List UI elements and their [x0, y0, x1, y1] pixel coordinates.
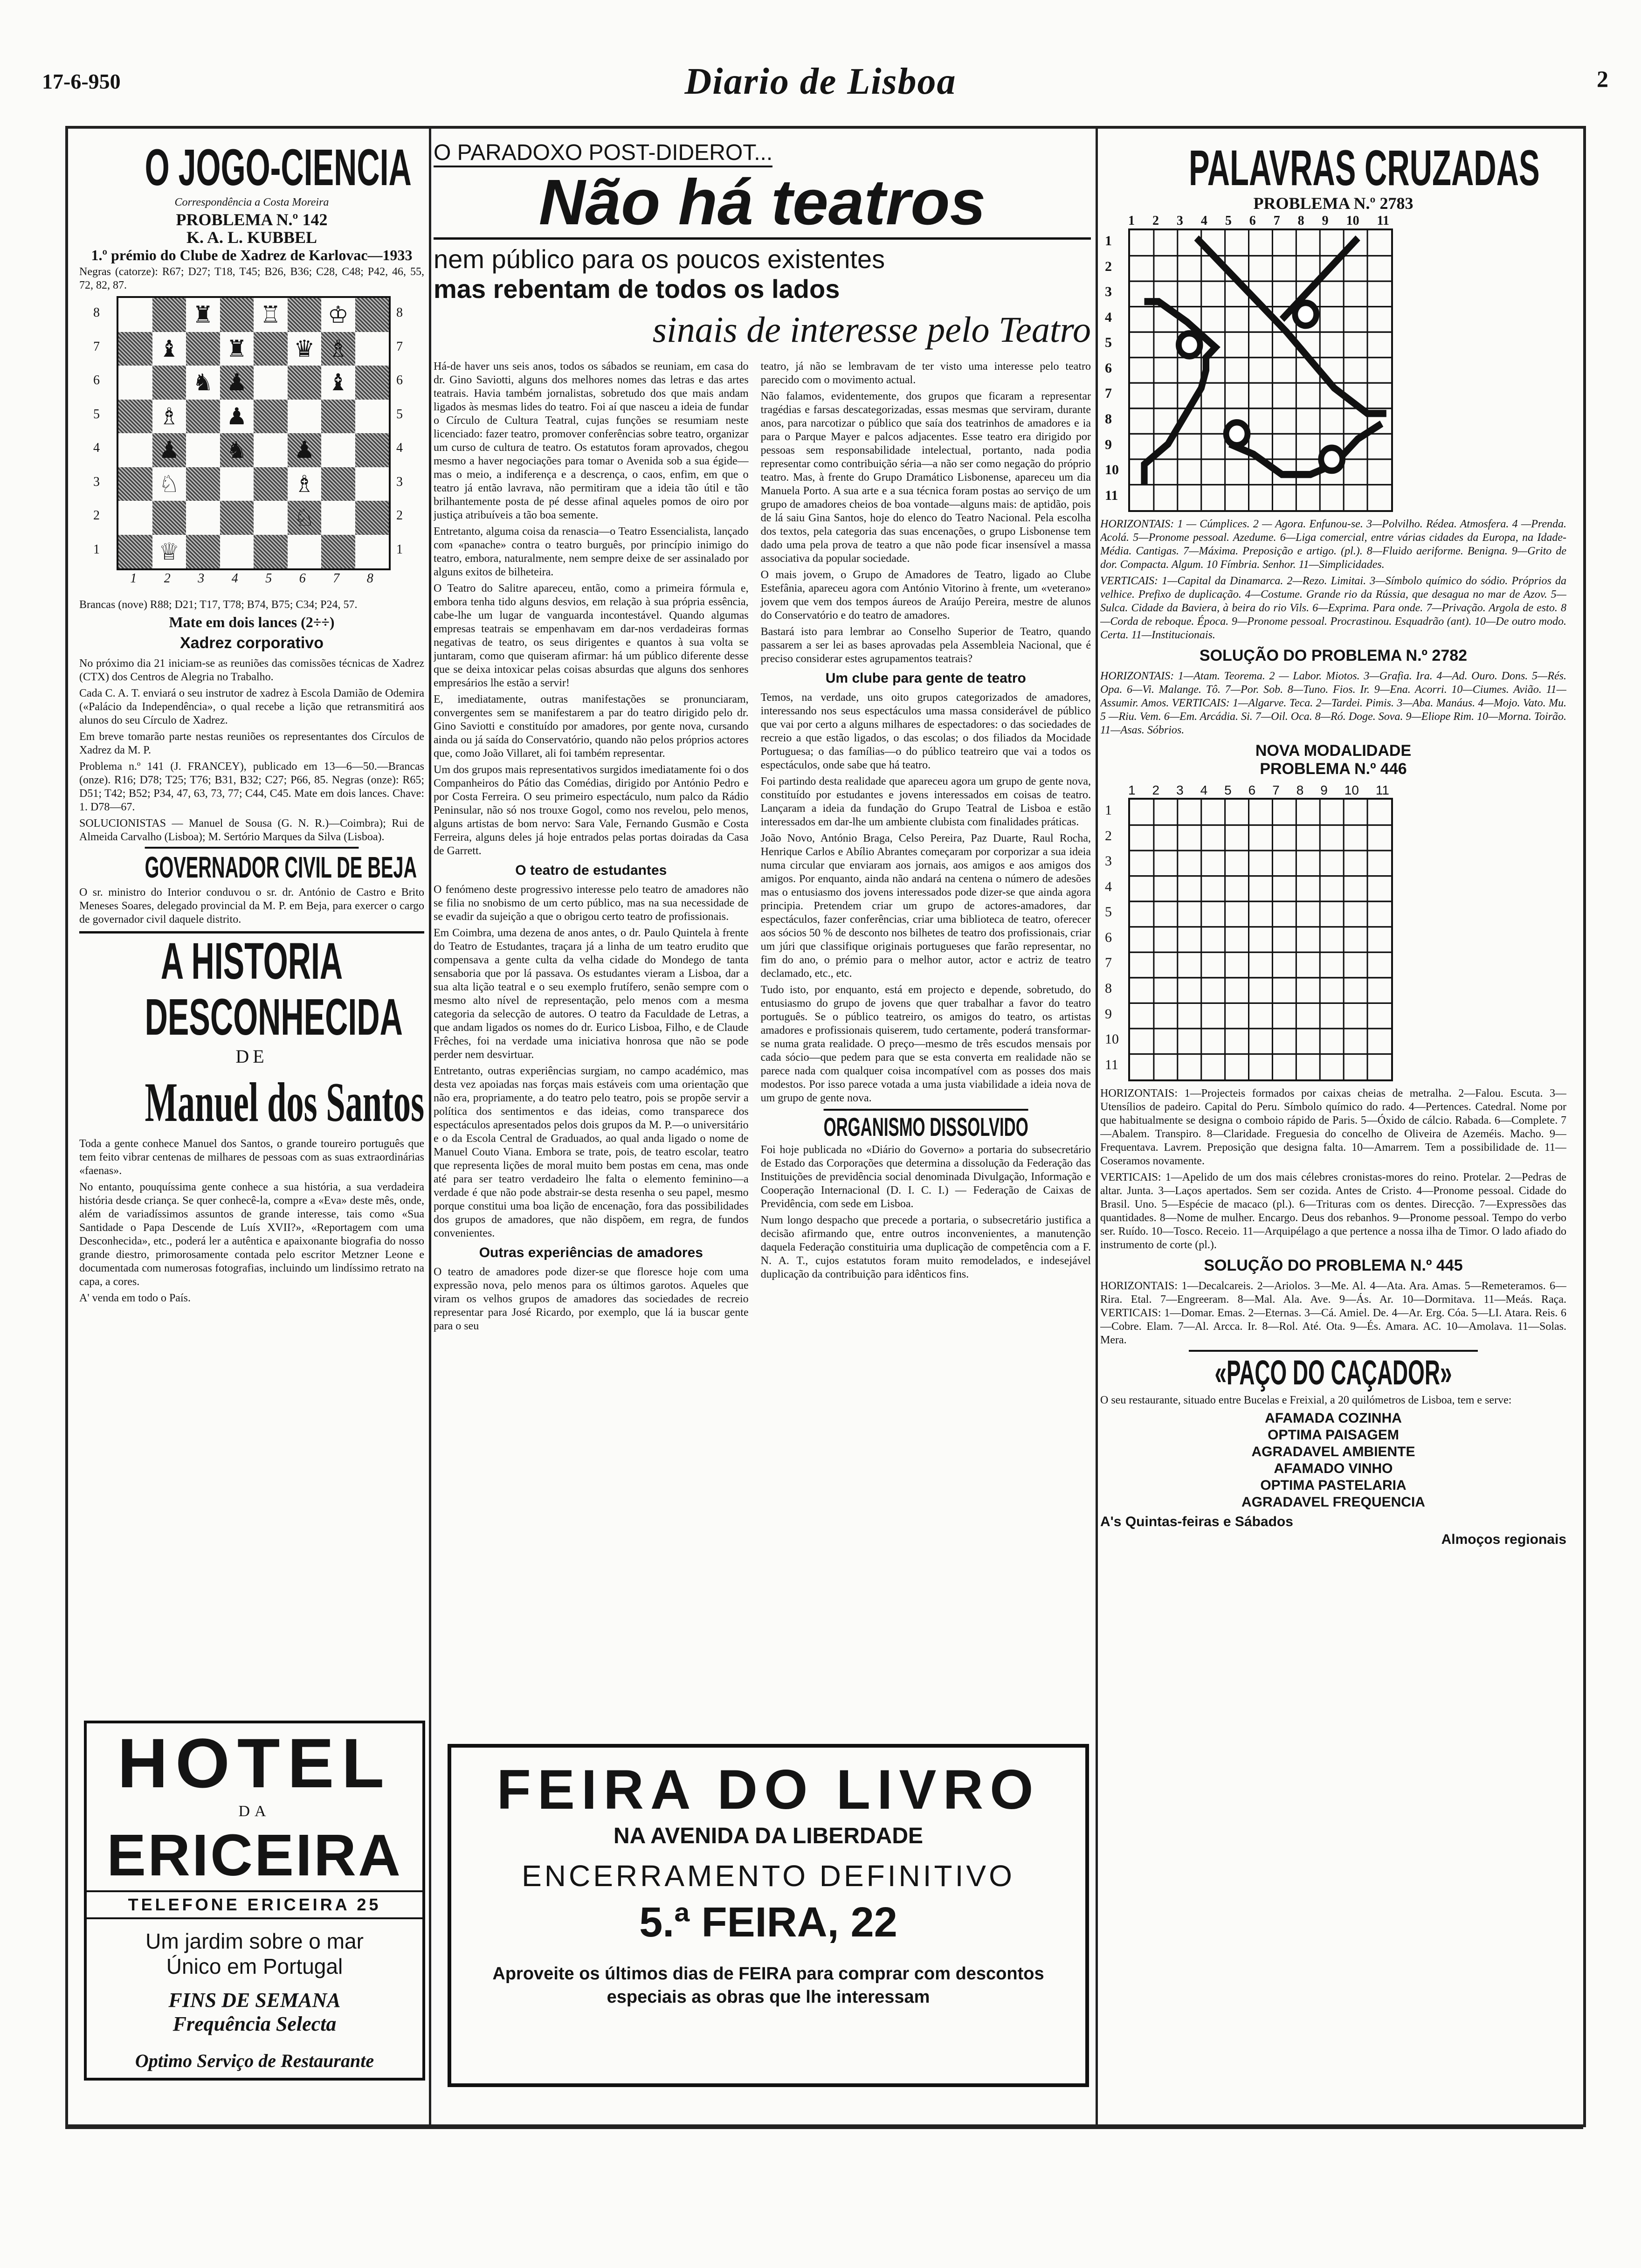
- chess-rank-label: 6: [93, 373, 100, 388]
- masthead: Diario de Lisboa: [684, 61, 957, 102]
- grid-row-number: 10: [1105, 1031, 1119, 1047]
- historia-ad: [79, 931, 424, 1305]
- historia-name: Manuel dos Santos: [145, 1071, 424, 1133]
- solution-2782-title: SOLUÇÃO DO PROBLEMA N.º 2782: [1199, 647, 1468, 664]
- chess-blacks: Negras (catorze): R67; D27; T18, T45; B26, B36; C28, C48; P42, 46, 55, 72, 82, 87.: [79, 266, 424, 291]
- chess-square: [186, 433, 220, 467]
- grid-column-number: 1: [1128, 214, 1135, 228]
- grid-column-number: 5: [1225, 214, 1232, 228]
- historia-p1: Toda a gente conhece Manuel dos Santos, o grande toureiro português que tem feito vibrar centenas de milhares de pessoas com as suas extraordinárias «faenas».: [79, 1138, 424, 1177]
- chess-board: [117, 296, 391, 570]
- article-p3: O Teatro do Salitre apareceu, então, como a primeira fórmula e, embora tenha tido alguns desvios, em relação à sua própria essência, cabe-lhe um lugar de vanguarda incontestável. Quando algumas empresas teatrais se empenhavam em dar-nos verdadeiras formas negativas de teatro, os seus dirigentes e quantos à sua volta se juntaram, como que quiseram afirmar: há um público diferente desse que se deixa intoxicar pelas coisas absurdas que alguns dos senhores empresários lhe estão a servir!: [434, 582, 749, 689]
- chess-piece: ♟: [226, 369, 248, 396]
- chess-file-label: 4: [231, 571, 238, 586]
- crossword-horizontais: HORIZONTAIS: 1 — Cúmplices. 2 — Agora. Enfunou-se. 3—Polvilho. Rédea. Atmosfera. 4 —Prenda. Acolá. 5—Pronome pessoal. Azedume. 6—Liga comercial, entre várias cidades da Europa, na Idade-Média. Cantigas. 7—Máxima. Preposição e artigo. (pl.). 8—Fluido aeriforme. Benigna. 9—Grito de dor. Compacta. Algum. 10 Fímbria. Senhor. 11—Simplicidades.: [1100, 518, 1566, 571]
- xadrez-title: Xadrez corporativo: [180, 634, 324, 652]
- chess-piece: ♘: [294, 505, 315, 531]
- hotel-line2: DA: [238, 1803, 271, 1820]
- paco-cacador-item: OPTIMA PAISAGEM: [1268, 1427, 1399, 1443]
- chess-square: [152, 433, 186, 467]
- chess-file-label: 3: [198, 571, 205, 586]
- chess-square: [118, 298, 152, 332]
- chess-prize: 1.º prémio do Clube de Xadrez de Karlovac—1933: [91, 247, 413, 263]
- grid446-grid: [1128, 798, 1393, 1081]
- grid-row-number: 11: [1105, 1057, 1118, 1072]
- grid-row-number: 10: [1105, 462, 1119, 478]
- paco-cacador-item: AGRADAVEL AMBIENTE: [1251, 1444, 1415, 1459]
- chess-rank-label: 2: [93, 508, 100, 523]
- grid-row-number: 7: [1105, 955, 1112, 971]
- grid-column-number: 1: [1128, 783, 1136, 797]
- chess-square: [288, 433, 322, 467]
- article-subhead2: Outras experiências de amadores: [479, 1245, 703, 1260]
- grid-row-number: 3: [1105, 853, 1112, 869]
- grid-column-number: 6: [1248, 783, 1256, 797]
- crossword-column: [1100, 140, 1566, 2122]
- issue-date: 17-6-950: [42, 69, 121, 93]
- article-p14: Temos, na verdade, uns oito grupos categorizados de amadores, interessando nos seus espectáculos uma massa considerável de público que vai por certo a alguns milhares de espectadores: o das sociedades de recreio a que estão ligados, o das escolas; o dos filiados da Mocidade Portuguesa; o das famílias—o do público teatreiro que vai a todos os espectáculos, onde sabe que há teatro.: [760, 691, 1091, 771]
- article-col-a: [434, 360, 749, 1336]
- chess-piece: ♝: [327, 369, 349, 396]
- chess-piece: ♟: [226, 403, 248, 429]
- grid-row-number: 5: [1105, 335, 1112, 351]
- chess-square: [254, 501, 288, 535]
- chess-author: K. A. L. KUBBEL: [186, 228, 317, 247]
- grid-column-number: 6: [1249, 214, 1256, 228]
- chess-piece: ♞: [226, 437, 248, 463]
- grid-column-number: 8: [1296, 783, 1304, 797]
- article-p4: E, imediatamente, outras manifestações se pronunciaram, convergentes sem se manifestarem a par do teatro dirigido pelo dr. Gino Saviotti e constituído por amadores, por gente nova, cursando ainda ou já saída do Conservatório, quando não pelos próprios actores que, como João Villaret, ali foi também representar.: [434, 693, 749, 760]
- article-p15: Foi partindo desta realidade que apareceu agora um grupo de gente nova, constituído por estudantes e jovens interessados em coisas de teatro. Lançaram a ideia da fundação do Grupo Teatral de Lisboa e estão interessados em dar-lhe um ambiente clubista com finalidades práticas.: [760, 775, 1091, 828]
- chess-file-label: 5: [265, 571, 272, 586]
- feira-do-livro-ad: [448, 1744, 1089, 2087]
- chess-square: [118, 433, 152, 467]
- historia-title1: A HISTORIA: [160, 933, 343, 990]
- chess-square: [355, 332, 389, 366]
- chess-piece: ♛: [294, 335, 315, 362]
- chess-square: [220, 332, 254, 366]
- grid-row-number: 11: [1105, 487, 1118, 503]
- chess-square: [254, 433, 288, 467]
- hotel-line3: ERICEIRA: [106, 1822, 403, 1888]
- chess-piece: ♗: [327, 335, 349, 362]
- teatro-article: [434, 140, 1091, 1693]
- chess-files: [117, 571, 387, 586]
- grid-column-number: 10: [1344, 783, 1359, 797]
- hotel-ericeira-ad: [84, 1721, 425, 2081]
- article-deck2: mas rebentam de todos os lados: [434, 274, 840, 304]
- grid-column-number: 11: [1375, 783, 1389, 797]
- crossword-column-numbers: [1128, 214, 1389, 228]
- chess-piece: ♟: [159, 437, 180, 463]
- article-p11: Não falamos, evidentemente, dos grupos que ficaram a representar tragédias e farsas descategorizadas, essas mesmas que serviram, durante anos, para narcotizar o público que saía dos teatrinhos de amadores e ia para o Parque Mayer e palcos adjacentes. Esse teatro era dirigido por pessoas sem responsabilidade intelectual, portanto, nada podia representar como contribuição séria—a não ser como negação do próprio teatro. Mas, à frente do Grupo Dramático Lisbonense, apareceu um dia Manuela Porto. A sua arte e a sua técnica foram postas ao serviço de um grupo de amadores cheios de boa vontade—alguns mais: de aptidão, pois de lá saiu Gina Santos, hoje do elenco do Teatro Nacional. Pela escolha dos textos, pela categoria das suas encenações, o grupo Lisbonense tem dado uma pela prova de teatro a que não pode ficar insensível a massa associativa da popular sociedade.: [760, 390, 1091, 565]
- grid-row-number: 9: [1105, 436, 1112, 452]
- chess-square: [220, 298, 254, 332]
- paco-cacador-item: OPTIMA PASTELARIA: [1260, 1478, 1407, 1493]
- chess-square: [118, 467, 152, 501]
- chess-square: [220, 501, 254, 535]
- chess-square: [118, 366, 152, 400]
- chess-square: [152, 400, 186, 434]
- chess-rank-label: 8: [93, 305, 100, 320]
- paco-cacador-title: «PAÇO DO CAÇADOR»: [1189, 1350, 1478, 1394]
- feira-line4: 5.ª FEIRA, 22: [639, 1899, 897, 1946]
- chess-rank-label: 3: [93, 474, 100, 489]
- chess-mate: Mate em dois lances (2÷÷): [169, 614, 335, 630]
- chess-square: [355, 535, 389, 569]
- article-p6: O fenómeno deste progressivo interesse pelo teatro de amadores não se filia no snobismo de um certo público, mas na sua necessidade de se evadir da sujeição a que o obrigou certo teatro de profissionais.: [434, 884, 749, 923]
- hotel-line1: HOTEL: [117, 1724, 392, 1802]
- article-p12: O mais jovem, o Grupo de Amadores de Teatro, ligado ao Clube Estefânia, apareceu agora com António Vitorino à frente, um «veterano» jovem que vem dos tempos áureos de Araújo Pereira, mestre de alunos do Conservatório e do teatro de amadores.: [760, 569, 1091, 622]
- solution-445-title: SOLUÇÃO DO PROBLEMA N.º 445: [1204, 1257, 1463, 1274]
- chess-ranks-right: [396, 296, 403, 567]
- article-body: [434, 360, 1091, 1336]
- grid-column-number: 11: [1377, 214, 1389, 228]
- grid-row-number: 1: [1105, 233, 1112, 249]
- governador-text: O sr. ministro do Interior conduvou o sr. dr. António de Castro e Brito Meneses Soares, delegado provincial da M. P. em Beja, para exercer o cargo de governador civil daquele distrito.: [79, 886, 424, 926]
- grid-column-number: 3: [1176, 214, 1183, 228]
- chess-square: [220, 400, 254, 434]
- chess-square: [355, 366, 389, 400]
- chess-square: [321, 400, 355, 434]
- chess-correspondence: Correspondência a Costa Moreira: [174, 196, 329, 208]
- nova-modalidade-title: NOVA MODALIDADE: [1255, 742, 1412, 760]
- chess-square: [355, 400, 389, 434]
- chess-piece: ♜: [226, 335, 248, 362]
- chess-square: [254, 366, 288, 400]
- chess-square: [355, 501, 389, 535]
- chess-square: [186, 501, 220, 535]
- grid-column-number: 7: [1273, 214, 1280, 228]
- grid-column-number: 4: [1200, 783, 1208, 797]
- article-p13: Bastará isto para lembrar ao Conselho Superior de Teatro, quando passarem a ser lei as bases aprovadas pela Assembleia Nacional, que é preciso considerar estes agrupamentos teatrais?: [760, 626, 1091, 665]
- grid-row-number: 8: [1105, 980, 1112, 996]
- grid-column-number: 8: [1297, 214, 1304, 228]
- crossword-diagram: [1100, 228, 1566, 518]
- chess-square: [355, 433, 389, 467]
- paco-cacador-lunch: Almoços regionais: [1441, 1532, 1566, 1547]
- solution-445-text: HORIZONTAIS: 1—Decalcareis. 2—Ariolos. 3—Me. Al. 4—Ata. Ara. Amas. 5—Remeteramos. 6—Rira. Etal. 7—Engreeram. 8—Mal. Ala. Ave. 9—Ás. Ar. 10—Dormitava. 11—Meás. Raça. VERTICAIS: 1—Domar. Emas. 2—Eternas. 3—Cá. Amiel. De. 4—Ar. Erg. Cóa. 5—LI. Atara. Reis. 6—Cobre. Elam. 7—Al. Arcca. Ir. 8—Rol. Até. Ota. 9—És. Amara. AC. 10—Amolava. 11—Solas. Mera.: [1100, 1280, 1566, 1346]
- grid-column-number: 10: [1346, 214, 1359, 228]
- article-p5: Um dos grupos mais representativos surgidos imediatamente foi o dos Companheiros do Pátio das Comédias, dirigido por António Pedro e por Costa Ferreira. O seu primeiro espectáculo, num palco da Rádio Peninsular, não só nos trouxe Gogol, como nos revelou, pelo menos, alguns artistas de bom nervo: Sara Vale, Fernando Gusmão e Costa Ferreira, alguns deles já hoje entrados pelas portas doiradas da Casa de Garrett.: [434, 764, 749, 857]
- chess-square: [220, 433, 254, 467]
- grid-row-number: 3: [1105, 284, 1112, 300]
- article-p17: Tudo isto, por enquanto, está em projecto e depende, sobretudo, do entusiasmo do grupo de jovens que quer trabalhar a favor do teatro português. Se o público teatreiro, os amigos do teatro, os artistas amadores e profissionais quiserem, tudo certamente, poderá transformar-se numa grata realidade. O preço—mesmo de três escudos mensais por cada sócio—que pedem para que se esta converta em realidade não se parece nada com qualquer coisa incompatível com as posses dos mais modestos. Por isso parece votada a uma justa viabilidade a ideia nova de um grupo de gente nova.: [760, 984, 1091, 1104]
- chess-diagram: [89, 296, 415, 595]
- chess-problem-number: PROBLEMA N.º 142: [176, 210, 328, 229]
- chess-rank-label: 7: [93, 339, 100, 354]
- grid446-diagram: [1100, 798, 1566, 1087]
- chess-square: [152, 332, 186, 366]
- xadrez-p2: Cada C. A. T. enviará o seu instrutor de xadrez à Escola Damião de Odemira («Palácio da Independência», o qual recebe a lição que retransmitirá aos alunos do seu Círculo de Xadrez.: [79, 687, 424, 726]
- chess-square: [288, 535, 322, 569]
- grid446-column-numbers: [1128, 783, 1389, 798]
- grid446-row-numbers: [1105, 798, 1124, 1078]
- xadrez-p3: Em breve tomarão parte nestas reuniões os representantes dos Círculos de Xadrez da M. P.: [79, 731, 424, 756]
- grid-row-number: 5: [1105, 904, 1112, 920]
- grid-row-number: 8: [1105, 411, 1112, 427]
- grid-column-number: 2: [1152, 783, 1160, 797]
- organismo-p2: Num longo despacho que precede a portaria, o subsecretário justifica a decisão afirmando que, entre outros inconvenientes, a manutenção daquela Federação constituiria uma duplicação de competência com a F. N. A. T., cujos estatutos foram muito remodelados, e indesejável duplicação da contribuição para idênticos fins.: [760, 1214, 1091, 1280]
- chess-piece: ♗: [294, 470, 315, 497]
- chess-column: [79, 140, 424, 1716]
- chess-square: [118, 400, 152, 434]
- xadrez-p4: Problema n.º 141 (J. FRANCEY), publicado em 13—6—50.—Brancas (onze). R16; D78; T25; T76; B31, B32; C27; P66, 85. Negras (onze): R65; D51; T42; B52; P34, 47, 63, 73, 77; C44, C45. Mate em dois lances. Chave: 1. D78—67.: [79, 761, 424, 813]
- chess-rank-label: 4: [93, 441, 100, 456]
- paco-cacador-item: AGRADAVEL FREQUENCIA: [1241, 1494, 1425, 1510]
- chess-piece: ♕: [159, 538, 180, 565]
- organismo-p1: Foi hoje publicada no «Diário do Governo» a portaria do subsecretário de Estado das Corporações que determina a dissolução da Federação das Instituições de previdência social denominada Divulgação, Informação e Cooperação Internacional (D. I. C. I.) — Federação de Caixas de Previdência, com sede em Lisboa.: [760, 1144, 1091, 1210]
- grid-row-number: 6: [1105, 360, 1112, 376]
- grid-column-number: 9: [1320, 783, 1328, 797]
- chess-square: [186, 298, 220, 332]
- article-p2: Entretanto, alguma coisa da renascia—o Teatro Essencialista, lançado com «panache» contra o teatro burguês, por princípio inimigo do teatro, embora, naturalmente, nem sempre deixe de ser assinalado por alguns exitos de bilheteira.: [434, 526, 749, 578]
- chess-rank-label: 5: [396, 407, 403, 422]
- grid-column-number: 3: [1176, 783, 1184, 797]
- chess-square: [288, 501, 322, 535]
- hotel-tag3: FINS DE SEMANA: [168, 1989, 341, 2012]
- historia-de: DE: [235, 1046, 268, 1067]
- chess-square: [152, 298, 186, 332]
- chess-square: [254, 535, 288, 569]
- chess-piece: ♗: [159, 403, 180, 429]
- chess-rank-label: 7: [396, 339, 403, 354]
- crossword-verticais: VERTICAIS: 1—Capital da Dinamarca. 2—Rezo. Limitai. 3—Símbolo químico do sódio. Próprios da velhice. Prefixo de duplicação. 4—Costume. Grande rio da Rússia, que desagua no mar de Azov. 5—Sulca. Cidade da Baviera, à beira do rio Vils. 6—Exprima. Para onde. 7—Privação. Argola de esto. 8—Corda de reboque. Época. 9—Pronome pessoal. Procrastinou. Esquadrão (ant). 10—De outro modo. Certa. 11—Institucionais.: [1100, 575, 1566, 641]
- article-kicker: O PARADOXO POST-DIDEROT...: [434, 140, 772, 167]
- chess-file-label: 8: [366, 571, 373, 586]
- chess-file-label: 6: [299, 571, 306, 586]
- article-p16: João Novo, António Braga, Celso Pereira, Paz Duarte, Raul Rocha, Henrique Carlos e Abílio Abrantes começaram por corporizar a sua ideia numa circular que enviaram aos jornais, aos amigos e aos amigos dos amigos. Por enquanto, ainda não andará na centena o número de adesões mas o entusiasmo dos jovens interessados pode dizer-se que ainda agora principia. Pretendem criar um grupo de actores-amadores, dar espectáculos, fazer conferências, criar uma biblioteca de teatro, oferecer aos sócios 50 % de desconto nos bilhetes de teatro dos profissionais, criar um júri que classifique originais portugueses que farão representar, no fim do ano, o prémio para o melhor autor, actor e actriz de teatro declamado, etc., etc.: [760, 832, 1091, 980]
- article-col-b: [761, 360, 1091, 1336]
- hotel-tag2: Único em Portugal: [166, 1954, 343, 1978]
- hotel-phone: TELEFONE ERICEIRA 25: [87, 1890, 422, 1919]
- chess-piece: ♘: [159, 470, 180, 497]
- historia-p3: A' venda em todo o País.: [79, 1292, 191, 1304]
- grid-column-number: 9: [1322, 214, 1329, 228]
- grid-column-number: 5: [1224, 783, 1232, 797]
- grid446-verticais: VERTICAIS: 1—Apelido de um dos mais célebres cronistas-mores do reino. Protelar. 2—Pedras de altar. Junta. 3—Laços apertados. Sem ser cozida. Antes de Cristo. 4—Pronome pessoal. Cidade do Brasil. Uno. 5—Espécie de macaco (pl.). 6—Trituras com os dentes. Direcção. 7—Expressões das quantidades. 8—Nome de mulher. Encargo. Deus dos rebanhos. 9—Pronome pessoal. Tempo do verbo ser. Ruído. 10—Tosco. Receio. 11—Arquipélago a que pertence a nossa ilha de Timor. O lado afiado do instrumento de corte (pl.).: [1100, 1171, 1566, 1251]
- chess-square: [288, 366, 322, 400]
- article-subhead3: Um clube para gente de teatro: [825, 671, 1026, 686]
- chess-file-label: 2: [164, 571, 171, 586]
- grid-column-number: 7: [1272, 783, 1280, 797]
- feira-line6: especiais as obras que lhe interessam: [607, 1987, 930, 2007]
- chess-square: [254, 400, 288, 434]
- chess-square: [186, 535, 220, 569]
- chess-rank-label: 2: [396, 508, 403, 523]
- column-rule-2: [1096, 126, 1098, 2126]
- crossword-title: PALAVRAS CRUZADAS: [1189, 140, 1540, 196]
- chess-square: [321, 467, 355, 501]
- chess-piece: ♟: [294, 437, 315, 463]
- feira-line5: Aproveite os últimos dias de FEIRA para comprar com descontos: [492, 1964, 1044, 1984]
- xadrez-p1: No próximo dia 21 iniciam-se as reuniões das comissões técnicas de Xadrez (CTX) dos Centros de Alegria no Trabalho.: [79, 657, 424, 683]
- paco-cacador-item: AFAMADA COZINHA: [1265, 1411, 1402, 1426]
- chess-square: [186, 366, 220, 400]
- feira-line1: FEIRA DO LIVRO: [496, 1758, 1040, 1821]
- historia-p2: No entanto, pouquíssima gente conhece a sua história, a sua verdadeira história desde criança. Se quer conhecê-la, compre a «Eva» deste mês, onde, além de variadíssimos assuntos de grande interesse, tais como «Sua Santidade o Papa Descende de Luís XVII?», «Reportagem com uma Desconhecida», etc., poderá ler a autêntica e apaixonante biografia do nosso grande diestro, primorosamente contada pelo escritor Metzner Leone e documentada com numerosas fotografias, incluindo um lindíssimo retrato na capa, a cores.: [79, 1181, 424, 1288]
- article-p9: O teatro de amadores pode dizer-se que floresce hoje com uma expressão nova, pelo menos para os últimos garotos. Aqueles que viram os velhos grupos de amadores das sociedades de recreio representar para José Ricardo, por exemplo, que lá ia buscar gente para o seu: [434, 1266, 749, 1332]
- article-p8: Entretanto, outras experiências surgiam, no campo académico, mas desta vez apoiadas nas forças mais estáveis com uma orientação que não era, propriamente, a do teatro pelo teatro, pois se propõe servir a política dos sentimentos e das ideias, como transparece dos espectáculos apresentados pelos dois grupos da M. P.—o universitário e o da Escola Central de Graduados, ao qual anda ligado o nome de Manuel Couto Viana. Embora se trate, pois, de teatro escolar, teatro que representa lições de moral muito bem postas em cena, mas onde até para ser teatro verdadeiro lhe falta o elemento feminino—a verdade é que não pode abstrair-se desta resenha o seu papel, mesmo porque constitui uma boa lição de encenação, fora das possibilidades dos grupos de amadores, que não dispõem, em regra, de fundos convenientes.: [434, 1065, 749, 1239]
- chess-rank-label: 4: [396, 441, 403, 456]
- chess-file-label: 1: [130, 571, 137, 586]
- chess-file-label: 7: [333, 571, 340, 586]
- chess-rank-label: 1: [396, 542, 403, 557]
- historia-title2: DESCONHECIDA: [145, 989, 403, 1046]
- chess-whites: Brancas (nove) R88; D21; T17, T78; B74, B75; C34; P24, 57.: [79, 599, 358, 611]
- organismo-title: ORGANISMO DISSOLVIDO: [823, 1109, 1028, 1143]
- chess-square: [152, 501, 186, 535]
- chess-square: [254, 467, 288, 501]
- chess-square: [288, 298, 322, 332]
- chess-square: [152, 366, 186, 400]
- chess-square: [254, 332, 288, 366]
- grid-row-number: 9: [1105, 1006, 1112, 1022]
- paco-cacador-items: [1100, 1410, 1566, 1511]
- chess-square: [220, 467, 254, 501]
- page-number: 2: [1597, 66, 1608, 92]
- chess-square: [118, 535, 152, 569]
- chess-ranks-left: [93, 296, 100, 567]
- grid-row-number: 4: [1105, 309, 1112, 325]
- xadrez-p5: SOLUCIONISTAS — Manuel de Sousa (G. N. R.)—Coimbra); Rui de Almeida Carvalho (Lisboa); M. Sertório Marques da Silva (Lisboa).: [79, 817, 424, 843]
- grid-row-number: 6: [1105, 929, 1112, 945]
- paco-cacador-days: A's Quintas-feiras e Sábados: [1100, 1514, 1293, 1529]
- chess-square: [152, 467, 186, 501]
- crossword-problem: PROBLEMA N.º 2783: [1253, 194, 1413, 213]
- bottom-rule: [65, 2126, 1583, 2129]
- chess-piece: ♞: [192, 369, 214, 396]
- article-headline: Não há teatros: [434, 167, 1091, 240]
- chess-square: [355, 298, 389, 332]
- grid-row-number: 2: [1105, 828, 1112, 844]
- chess-square: [355, 467, 389, 501]
- grid-row-number: 4: [1105, 878, 1112, 894]
- paco-cacador-item: AFAMADO VINHO: [1274, 1461, 1393, 1476]
- chess-square: [186, 332, 220, 366]
- chess-square: [118, 501, 152, 535]
- feira-line3: ENCERRAMENTO DEFINITIVO: [522, 1859, 1015, 1893]
- chess-square: [321, 298, 355, 332]
- solution-2782-text: HORIZONTAIS: 1—Atam. Teorema. 2 — Labor. Miotos. 3—Grafia. Ira. 4—Ad. Ouro. Dons. 5—Rés. Opa. 6—Vi. Malange. Tô. 7—Por. Sob. 8—Tuno. Fios. Ir. 9—Ena. Acorri. 10—Ciumes. Avião. 11—Assumir. Amos. VERTICAIS: 1—Algarve. Teca. 2—Tardei. Pimis. 3—Aba. Manáus. 4—Mojo. Vato. Mu. 5 —Riu. Vem. 6—Em. Arcádia. Si. 7—Oil. Oca. 8—Ró. Doge. Sova. 9—Eliope Rim. 10—Morna. Toirão. 11—Asas. Sóbrios.: [1100, 670, 1566, 736]
- article-deck3: sinais de interesse pelo Teatro: [652, 309, 1091, 350]
- column-rule-1: [429, 126, 431, 2126]
- chess-square: [321, 433, 355, 467]
- grid-row-number: 7: [1105, 386, 1112, 401]
- chess-square: [186, 467, 220, 501]
- nova-modalidade-problem: PROBLEMA N.º 446: [1260, 760, 1407, 778]
- feira-line2: NA AVENIDA DA LIBERDADE: [613, 1824, 923, 1848]
- chess-rank-label: 3: [396, 474, 403, 489]
- article-deck1: nem público para os poucos existentes: [434, 244, 885, 274]
- chess-square: [288, 467, 322, 501]
- grid446-horizontais: HORIZONTAIS: 1—Projecteis formados por caixas cheias de metralha. 2—Falou. Escuta. 3—Utensílios de padeiro. Capital do Peru. Símbolo químico do rado. 4—Pertences. Catedral. Nome por que habitualmente se designa o comboio rápido de Paris. 5—Óxido de cálcio. Rabada. 6—Complete. 7—Abalem. Transpiro. 8—Claridade. Freguesia do concelho de Oliveira de Azeméis. Macho. 9—Frequentava. Lavrem. Preposição que designa falta. 10—Amarrem. Tem a possibilidade de. 11—Coseramos novamente.: [1100, 1087, 1566, 1167]
- crossword-row-numbers: [1105, 228, 1124, 508]
- chess-piece: ♔: [327, 302, 349, 328]
- article-p7: Em Coimbra, uma dezena de anos antes, o dr. Paulo Quintela à frente do Teatro de Estudantes, traçara já a linha de um teatro erudito que compensava a gente culta da velha cidade do Mondego de tanta sensaboria que por lá passava. Os estudantes vieram a Lisboa, dar a sua alta lição teatral e o seu exemplo frutífero, senão sempre com o mesmo alto nível de representação, pelo menos com a mesma categoria da selecção de autores. O teatro da Faculdade de Letras, a que andam ligados os nomes do dr. Eurico Lisboa, Filho, e de Claude Frêches, foi na verdade uma iniciativa honrosa que não se pode perder nem desvirtuar.: [434, 927, 749, 1061]
- chess-square: [288, 332, 322, 366]
- grid-row-number: 2: [1105, 258, 1112, 274]
- chess-square: [220, 366, 254, 400]
- article-subhead1: O teatro de estudantes: [515, 863, 667, 878]
- crossword-grid: [1128, 228, 1393, 512]
- chess-square: [220, 535, 254, 569]
- article-p10: teatro, já não se lembravam de ter visto uma interesse pelo teatro parecido com o movimento actual.: [760, 360, 1091, 386]
- chess-square: [118, 332, 152, 366]
- chess-square: [321, 535, 355, 569]
- chess-section-title: O JOGO-CIENCIA: [145, 140, 412, 196]
- chess-square: [288, 400, 322, 434]
- chess-piece: ♜: [192, 302, 214, 328]
- hotel-tag1: Um jardim sobre o mar: [145, 1929, 364, 1953]
- article-p1: Há-de haver uns seis anos, todos os sábados se reuniam, em casa do dr. Gino Saviotti, alguns dos melhores nomes das letras e das artes teatrais. Havia também jornalistas, sobretudo dos que mais andam ligados às mesmas lides do teatro. Foi aí que nasceu a ideia de fundar o Círculo de Cultura Teatral, cujas funções se resumiam neste licenciado: fazer teatro, promover conferências sobre teatro, organizar um curso de cultura de teatro. Os estatutos foram aprovados, chegou mesmo a haver negociações para tomar o Avenida sob a sua égide—mas o meio, a indiferença e a descrença, o caos, enfim, em que o teatro já então lavrava, não permitiram que a ideia tão útil e tão brilhantemente posta de pé desse afinal aqueles pomos de oiro por justiça atribuíveis a tão boa semente.: [434, 360, 749, 521]
- grid-column-number: 4: [1200, 214, 1207, 228]
- chess-piece: ♝: [159, 335, 180, 362]
- hotel-tag4: Frequência Selecta: [172, 2012, 337, 2035]
- hotel-tag5: Optimo Serviço de Restaurante: [135, 2050, 374, 2071]
- chess-square: [254, 298, 288, 332]
- chess-rank-label: 6: [396, 373, 403, 388]
- grid-row-number: 1: [1105, 802, 1112, 818]
- chess-square: [321, 501, 355, 535]
- chess-piece: ♖: [260, 302, 281, 328]
- grid-column-number: 2: [1152, 214, 1159, 228]
- chess-square: [152, 535, 186, 569]
- chess-rank-label: 8: [396, 305, 403, 320]
- chess-square: [321, 332, 355, 366]
- chess-rank-label: 5: [93, 407, 100, 422]
- chess-square: [321, 366, 355, 400]
- paco-cacador-text: O seu restaurante, situado entre Bucelas e Freixial, a 20 quilómetros de Lisboa, tem e serve:: [1100, 1394, 1512, 1406]
- governador-title: GOVERNADOR CIVIL DE BEJA: [145, 847, 359, 886]
- chess-rank-label: 1: [93, 542, 100, 557]
- chess-square: [186, 400, 220, 434]
